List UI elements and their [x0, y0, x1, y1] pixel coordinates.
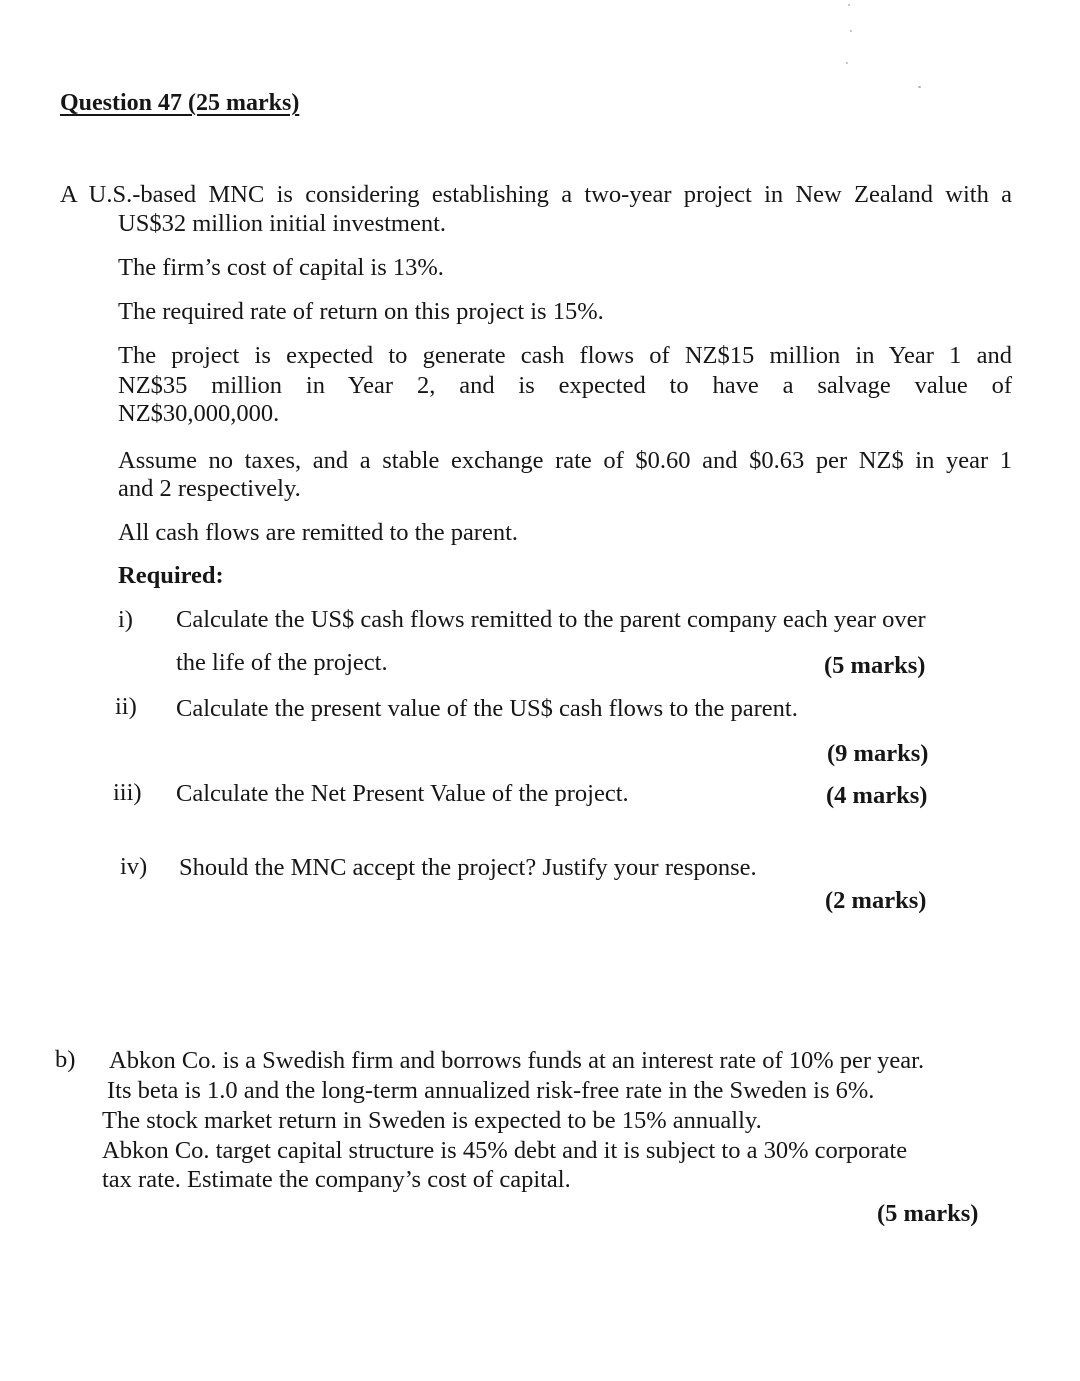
- scan-speck: [846, 62, 848, 64]
- part-ii-number: ii): [115, 693, 137, 720]
- part-b-line-4: Abkon Co. target capital structure is 45% debt and it is subject to a 30% corporate: [102, 1137, 908, 1164]
- part-b-line-3: The stock market return in Sweden is expected to be 15% annually.: [102, 1107, 762, 1134]
- part-iv-number: iv): [120, 853, 148, 880]
- part-b-line-5: tax rate. Estimate the company’s cost of capital.: [102, 1166, 571, 1193]
- remittance-text: All cash flows are remitted to the parent.: [118, 519, 519, 546]
- required-label: Required:: [118, 562, 224, 589]
- assumption-line-2: and 2 respectively.: [118, 475, 301, 502]
- part-b-marks: (5 marks): [877, 1200, 979, 1227]
- intro-line-2: US$32 million initial investment.: [118, 210, 447, 237]
- part-iii-line-1: Calculate the Net Present Value of the project.: [176, 780, 629, 807]
- cost-of-capital-text: The firm’s cost of capital is 13%.: [118, 254, 444, 281]
- scan-speck: [850, 30, 852, 32]
- required-return-text: The required rate of return on this project is 15%.: [118, 298, 604, 325]
- part-iii-marks: (4 marks): [826, 782, 928, 809]
- cash-flows-line-3: NZ$30,000,000.: [118, 400, 280, 427]
- part-ii-marks: (9 marks): [827, 740, 929, 767]
- part-ii-line-1: Calculate the present value of the US$ cash flows to the parent.: [176, 695, 798, 722]
- part-i-marks: (5 marks): [824, 652, 926, 679]
- question-title: Question 47 (25 marks): [60, 90, 300, 116]
- part-iii-number: iii): [113, 779, 142, 806]
- part-b-line-1: Abkon Co. is a Swedish firm and borrows funds at an interest rate of 10% per year.: [109, 1047, 925, 1074]
- cash-flows-line-1: The project is expected to generate cash flows of NZ$15 million in Year 1 and: [118, 342, 1012, 369]
- part-b-label: b): [55, 1046, 76, 1073]
- part-i-line-1: Calculate the US$ cash flows remitted to the parent company each year over: [176, 606, 926, 633]
- part-iv-marks: (2 marks): [825, 887, 927, 914]
- part-i-line-2: the life of the project.: [176, 649, 388, 676]
- intro-line-1: A U.S.-based MNC is considering establishing a two-year project in New Zealand with a: [60, 181, 1012, 208]
- part-i-number: i): [118, 606, 133, 633]
- cash-flows-line-2: NZ$35 million in Year 2, and is expected to have a salvage value of: [118, 372, 1012, 399]
- scan-speck: [848, 4, 850, 6]
- part-b-line-2: Its beta is 1.0 and the long-term annualized risk-free rate in the Sweden is 6%.: [107, 1077, 875, 1104]
- part-iv-line-1: Should the MNC accept the project? Justify your response.: [179, 854, 757, 881]
- scan-speck: [918, 86, 921, 88]
- assumption-line-1: Assume no taxes, and a stable exchange rate of $0.60 and $0.63 per NZ$ in year 1: [118, 447, 1012, 474]
